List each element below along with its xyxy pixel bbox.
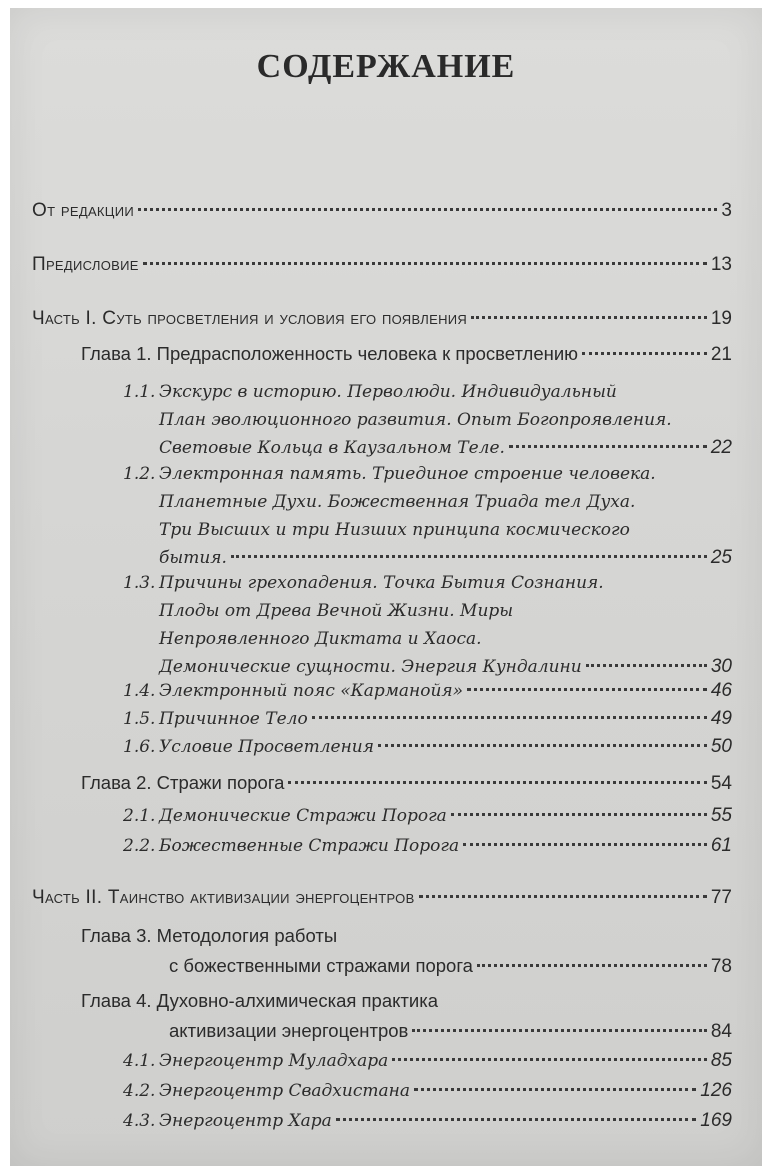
leader-dots [231, 554, 707, 558]
page-number: 54 [710, 773, 732, 794]
page-number: 78 [710, 956, 732, 977]
toc-entry-section-4-1[interactable]: 4.1. Энергоцентр Муладхара 85 [123, 1048, 732, 1074]
page-number: 126 [700, 1080, 732, 1101]
leader-dots [414, 1087, 696, 1091]
page-title: СОДЕРЖАНИЕ [256, 48, 516, 85]
leader-dots [412, 1028, 706, 1032]
toc-entry-section-1-2[interactable]: 1.2. Электронная память. Триединое строение человека. Планетные Духи. Божественная Триада тел Духа. Три Высших и три Низших принципа космического бытия. 25 [123, 460, 732, 572]
leader-dots [467, 687, 707, 691]
toc-entry-chapter-4[interactable]: Глава 4. Духовно-алхимическая практика активизации энергоцентров 84 [81, 986, 732, 1047]
toc-entry-section-1-4[interactable]: 1.4. Электронный пояс «Карманойя» 46 [123, 678, 732, 704]
leader-dots [477, 963, 707, 967]
toc-entry-section-1-1[interactable]: 1.1. Экскурс в историю. Перволюди. Индивидуальный План эволюционного развития. Опыт Богопроявления. Световые Кольца в Каузальном Теле. 22 [123, 378, 732, 462]
toc-entry-section-1-3[interactable]: 1.3. Причины грехопадения. Точка Бытия Сознания. Плоды от Древа Вечной Жизни. Миры Непроявленного Диктата и Хаоса. Демонические сущности. Энергия Кундалини 30 [123, 569, 732, 681]
book-page [10, 8, 762, 1166]
leader-dots [143, 261, 707, 265]
toc-entry-section-4-2[interactable]: 4.2. Энергоцентр Свадхистана 126 [123, 1078, 732, 1104]
leader-dots [312, 715, 707, 719]
page-number: 84 [710, 1021, 732, 1042]
toc-entry-section-4-3[interactable]: 4.3. Энергоцентр Хара 169 [123, 1108, 732, 1134]
toc-entry-section-1-5[interactable]: 1.5. Причинное Тело 49 [123, 706, 732, 732]
page-number: 21 [710, 344, 732, 365]
leader-dots [451, 812, 707, 816]
page-number: 3 [721, 200, 732, 221]
page-number: 30 [710, 656, 732, 677]
page-number: 50 [710, 736, 732, 757]
leader-dots [471, 315, 707, 319]
page-number: 22 [710, 437, 732, 458]
leader-dots [582, 351, 707, 355]
toc-entry-from-editors[interactable]: От редакции 3 [32, 198, 732, 224]
page-number: 85 [710, 1050, 732, 1071]
leader-dots [288, 780, 706, 784]
toc-entry-chapter-2[interactable]: Глава 2. Стражи порога 54 [81, 770, 732, 797]
toc-entry-chapter-1[interactable]: Глава 1. Предрасположенность человека к просветлению 21 [81, 341, 732, 368]
leader-dots [586, 663, 707, 667]
leader-dots [509, 444, 707, 448]
page-number: 169 [700, 1110, 732, 1131]
page-number: 61 [710, 835, 732, 856]
toc-entry-chapter-3[interactable]: Глава 3. Методология работы с божественными стражами порога 78 [81, 921, 732, 982]
page-number: 25 [710, 547, 732, 568]
leader-dots [463, 842, 707, 846]
leader-dots [419, 894, 707, 898]
toc-entry-section-1-6[interactable]: 1.6. Условие Просветления 50 [123, 734, 732, 760]
page-number: 55 [710, 805, 732, 826]
toc-entry-part-1[interactable]: Часть I. Суть просветления и условия его появления 19 [32, 306, 732, 332]
toc-entry-part-2[interactable]: Часть II. Таинство активизации энергоцентров 77 [32, 885, 732, 911]
toc-entry-section-2-1[interactable]: 2.1. Демонические Стражи Порога 55 [123, 803, 732, 829]
page-number: 49 [710, 708, 732, 729]
toc-entry-section-2-2[interactable]: 2.2. Божественные Стражи Порога 61 [123, 833, 732, 859]
page-number: 46 [710, 680, 732, 701]
page-number: 77 [710, 887, 732, 908]
leader-dots [336, 1117, 697, 1121]
leader-dots [138, 207, 717, 211]
page-number: 13 [710, 254, 732, 275]
toc-entry-preface[interactable]: Предисловие 13 [32, 252, 732, 278]
leader-dots [378, 743, 707, 747]
leader-dots [392, 1057, 707, 1061]
page-number: 19 [710, 308, 732, 329]
